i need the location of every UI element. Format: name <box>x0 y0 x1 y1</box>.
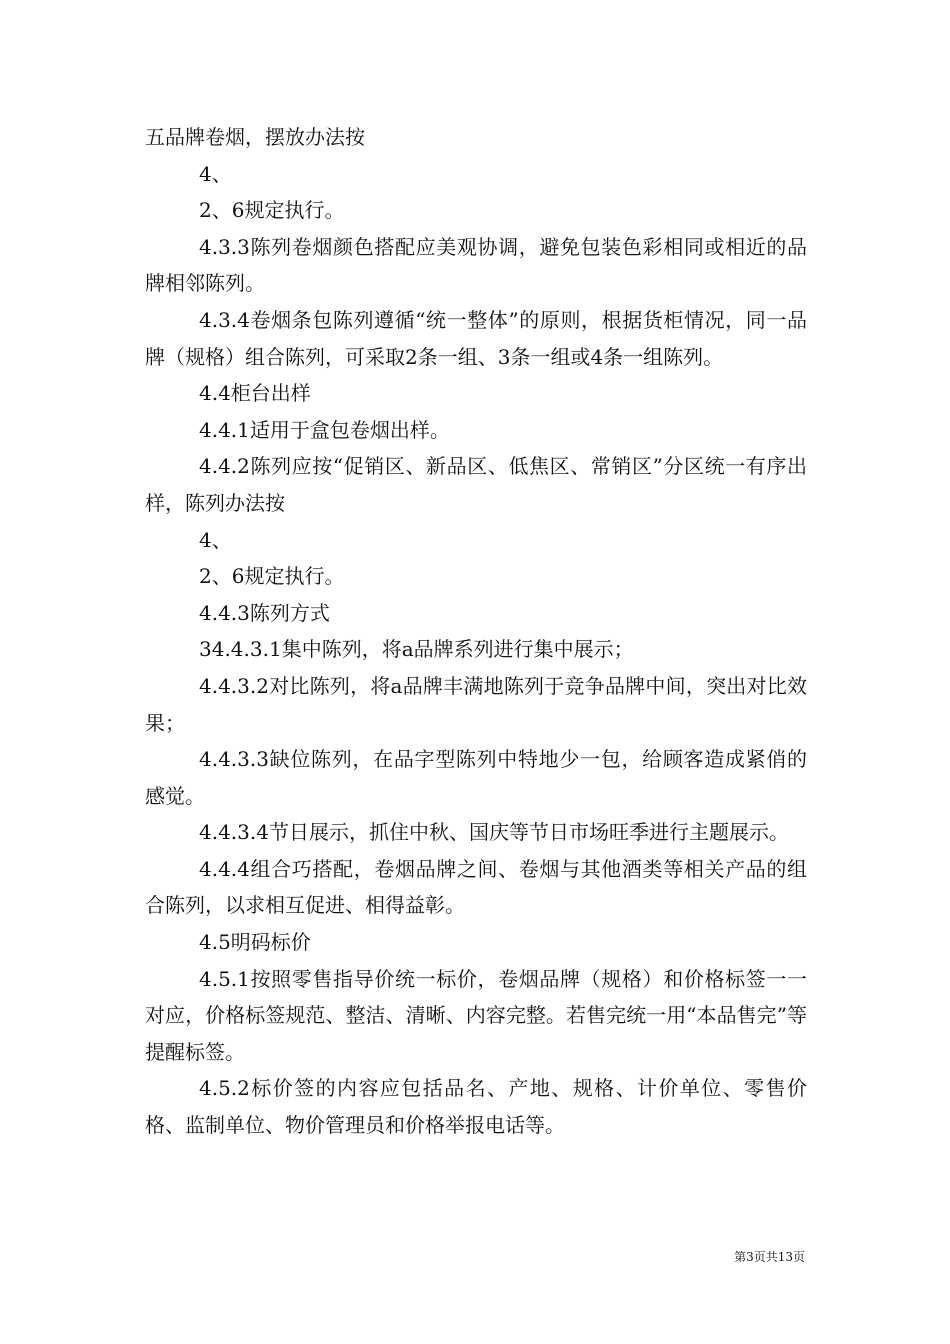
paragraph: 34.4.3.1集中陈列，将a品牌系列进行集中展示； <box>199 637 634 662</box>
paragraph: 4.4.3.3缺位陈列，在品字型陈列中特地少一包，给顾客造成紧俏的感觉。 <box>145 747 807 808</box>
paragraph: 五品牌卷烟，摆放办法按 <box>145 125 365 149</box>
paragraph: 4.4.3.2对比陈列，将a品牌丰满地陈列于竞争品牌中间，突出对比效果； <box>145 673 807 735</box>
paragraph: 4.5.2标价签的内容应包括品名、产地、规格、计价单位、零售价格、监制单位、物价管理员和价格举报电话等。 <box>145 1076 807 1138</box>
paragraph: 4.4.2陈列应按“促销区、新品区、低焦区、常销区”分区统一有序出样，陈列办法按 <box>145 454 807 515</box>
paragraph: 4.4.4组合巧搭配，卷烟品牌之间、卷烟与其他酒类等相关产品的组合陈列，以求相互促进、相得益彰。 <box>145 856 807 918</box>
paragraph: 4.5.1按照零售指导价统一标价，卷烟品牌（规格）和价格标签一一对应，价格标签规范、整洁、清晰、内容完整。若售完统一用“本品售完”等提醒标签。 <box>145 966 807 1064</box>
document-body <box>145 119 807 1144</box>
paragraph: 4.4.1适用于盒包卷烟出样。 <box>199 417 450 442</box>
paragraph: 4.4.3.4节日展示，抓住中秋、国庆等节日市场旺季进行主题展示。 <box>199 820 789 845</box>
paragraph: 2、6规定执行。 <box>199 564 345 589</box>
paragraph: 4、 <box>199 527 232 552</box>
page-number-footer: 第3页共13页 <box>734 1250 805 1264</box>
section-heading: 4.5明码标价 <box>199 930 311 955</box>
paragraph: 4、 <box>199 161 232 186</box>
paragraph: 4.3.3陈列卷烟颜色搭配应美观协调，避免包装色彩相同或相近的品牌相邻陈列。 <box>145 234 807 296</box>
paragraph: 4.3.4卷烟条包陈列遵循“统一整体”的原则，根据货柜情况，同一品牌（规格）组合陈列，可采取2条一组、3条一组或4条一组陈列。 <box>145 307 807 369</box>
paragraph: 2、6规定执行。 <box>199 198 345 223</box>
subsection-heading: 4.4.3陈列方式 <box>199 600 330 625</box>
section-heading: 4.4柜台出样 <box>199 381 311 406</box>
